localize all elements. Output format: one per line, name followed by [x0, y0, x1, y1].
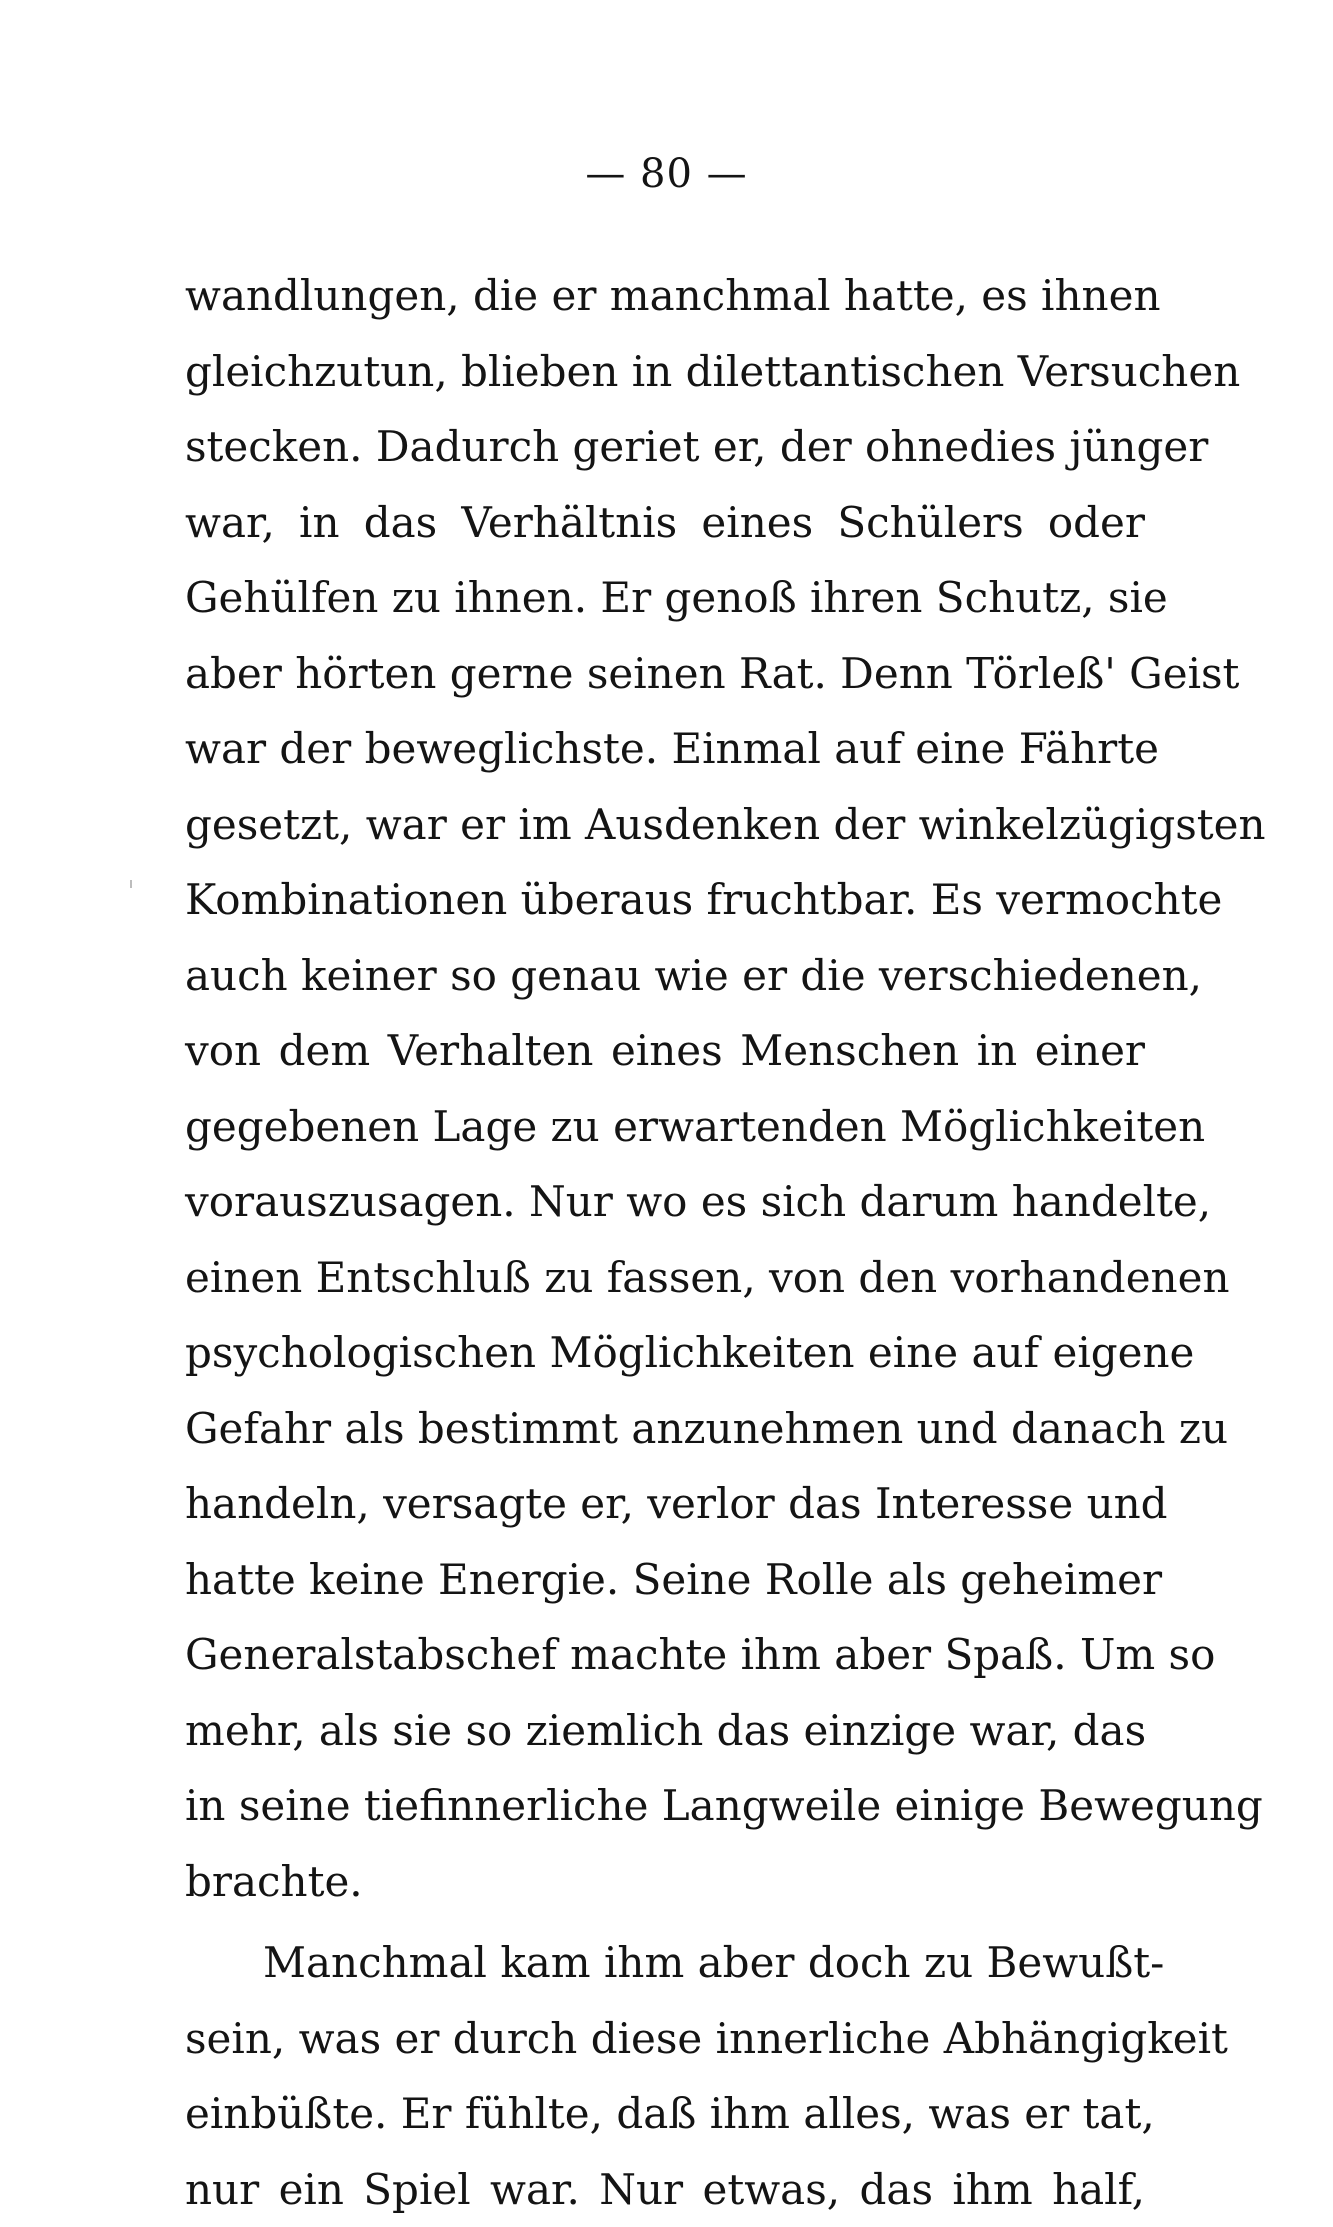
text-line: von dem Verhalten eines Menschen in einer	[185, 1013, 1145, 1089]
text-line: gegebenen Lage zu erwartenden Möglichkeiten	[185, 1089, 1145, 1165]
text-line: brachte.	[185, 1844, 1145, 1920]
text-line: hatte keine Energie. Seine Rolle als geheimer	[185, 1542, 1145, 1618]
text-line: vorauszusagen. Nur wo es sich darum handelte,	[185, 1164, 1145, 1240]
text-line: war, in das Verhältnis eines Schülers oder	[185, 485, 1145, 561]
scan-speck	[130, 880, 132, 888]
text-line: gleichzutun, blieben in dilettantischen Versuchen	[185, 334, 1145, 410]
text-line: auch keiner so genau wie er die verschiedenen,	[185, 938, 1145, 1014]
body-text	[185, 258, 1145, 2227]
text-line: war der beweglichste. Einmal auf eine Fährte	[185, 711, 1145, 787]
page-number: — 80 —	[0, 150, 1333, 198]
text-line: handeln, versagte er, verlor das Interesse und	[185, 1466, 1145, 1542]
text-line: stecken. Dadurch geriet er, der ohnedies jünger	[185, 409, 1145, 485]
text-line: psychologischen Möglichkeiten eine auf eigene	[185, 1315, 1145, 1391]
text-line: gesetzt, war er im Ausdenken der winkelzügigsten	[185, 787, 1145, 863]
text-line: mehr, als sie so ziemlich das einzige war, das	[185, 1693, 1145, 1769]
text-line: Manchmal kam ihm aber doch zu Bewußt-	[185, 1925, 1145, 2001]
text-line: wandlungen, die er manchmal hatte, es ihnen	[185, 258, 1145, 334]
text-line: Generalstabschef machte ihm aber Spaß. Um so	[185, 1617, 1145, 1693]
text-line: Kombinationen überaus fruchtbar. Es vermochte	[185, 862, 1145, 938]
text-line: in seine tiefinnerliche Langweile einige Bewegung	[185, 1768, 1145, 1844]
text-line: einbüßte. Er fühlte, daß ihm alles, was er tat,	[185, 2076, 1145, 2152]
text-line: aber hörten gerne seinen Rat. Denn Törleß' Geist	[185, 636, 1145, 712]
text-line: Gehülfen zu ihnen. Er genoß ihren Schutz, sie	[185, 560, 1145, 636]
text-line: Gefahr als bestimmt anzunehmen und danach zu	[185, 1391, 1145, 1467]
text-line: sein, was er durch diese innerliche Abhängigkeit	[185, 2001, 1145, 2077]
text-line: einen Entschluß zu fassen, von den vorhandenen	[185, 1240, 1145, 1316]
text-line: nur ein Spiel war. Nur etwas, das ihm half,	[185, 2152, 1145, 2227]
